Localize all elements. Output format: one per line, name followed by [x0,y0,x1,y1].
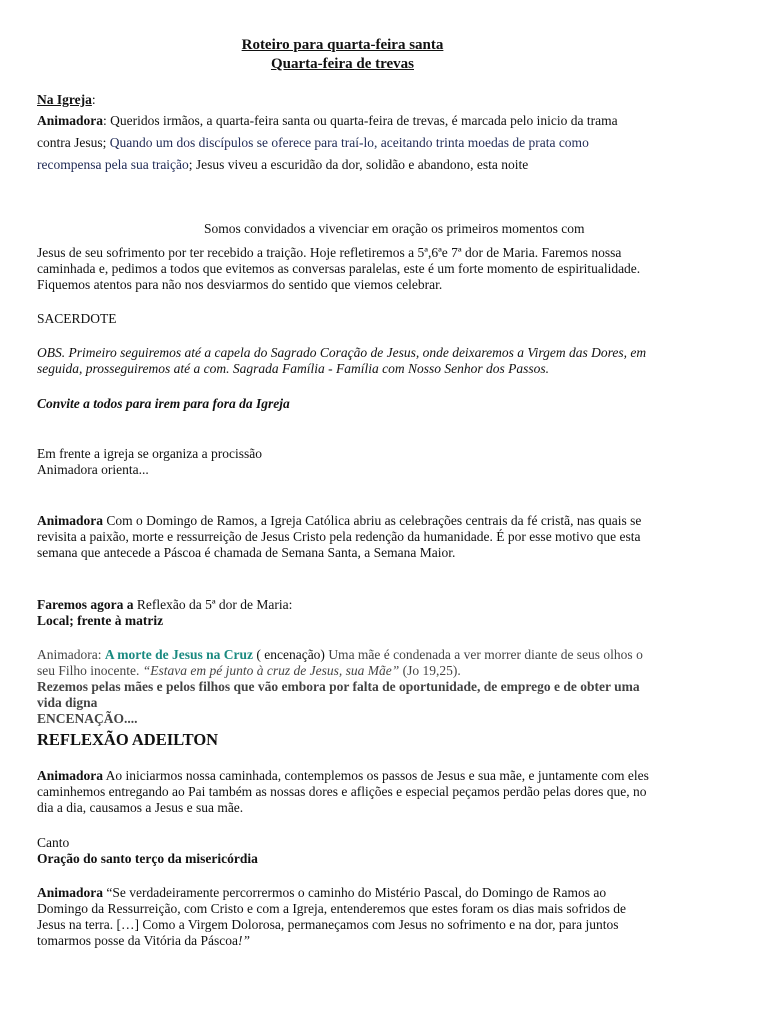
speaker-label: Animadora [37,113,104,128]
reflexao-5-line: Faremos agora a Reflexão da 5ª dor de Maria: [37,597,293,612]
sacerdote-label: SACERDOTE [37,311,117,326]
section-heading-na-igreja: Na Igreja: [37,92,96,107]
orienta-line: Animadora orienta... [37,462,149,477]
invite-paragraph: Jesus de seu sofrimento por ter recebido a traição. Hoje refletiremos a 5ª,6ªe 7ª dor de Maria. Faremos nossa caminhada e, pedimos a todos que evitemos as conversas paralelas, este é um forte momento de espiritualidade. Fiquemos atentos para não nos desviarmos do sentido que viemos celebrar. [37,245,641,292]
speaker-label: Animadora [37,885,104,900]
document-subtitle: Quarta-feira de trevas [270,56,414,72]
local-line: Local; frente à matriz [37,613,164,628]
procissao-line: Em frente a igreja se organiza a procissão [37,446,263,461]
prayer-text: Rezemos pelas mães e pelos filhos que vão embora por falta de oportunidade, de emprego e de obter uma vida digna [37,679,640,710]
ramos-paragraph: Animadora Com o Domingo de Ramos, a Igreja Católica abriu as celebrações centrais da fé cristã, nas quais se revisita a paixão, morte e ressurreição de Jesus Cristo pela redenção da humanidade. É por esse motivo que esta semana que antecede a Páscoa é chamada de Semana Santa, a Semana Maior. [37,513,642,560]
document-title: Roteiro para quarta-feira santa [241,37,444,53]
speaker-label: Animadora [37,513,104,528]
cruz-title: A morte de Jesus na Cruz [104,647,253,662]
reflexao-adeilton-heading: REFLEXÃO ADEILTON [37,730,219,749]
speaker-label: Animadora [37,768,104,783]
heading-text: Na Igreja [37,92,92,107]
oracao-line: Oração do santo terço da misericórdia [37,851,258,866]
encenacao-label: ENCENAÇÃO.... [37,711,138,726]
cruz-paragraph: Animadora: A morte de Jesus na Cruz ( encenação) Uma mãe é condenada a ver morrer diante de seus olhos o seu Filho inocente. “Estava em pé junto à cruz de Jesus, sua Mãe” (Jo 19,25). Rezemos pelas mães e pelos filhos que vão embora por falta de oportunidade, de emprego e de obter uma vida digna ENCENAÇÃO.... [37,647,643,726]
canto-label: Canto [37,835,70,850]
convite-line: Convite a todos para irem para fora da Igreja [37,396,290,411]
john-quote: “Estava em pé junto à cruz de Jesus, sua Mãe” [142,663,400,678]
passos-paragraph: Animadora Ao iniciarmos nossa caminhada, contemplemos os passos de Jesus e sua mãe, e juntamente com eles caminhemos entregando ao Pai também as nossas dores e aflições e especial peçamos perdão pelas dores que, no dia a dia, causamos a Jesus e sua mãe. [37,768,649,815]
intro-paragraph: Animadora: Queridos irmãos, a quarta-feira santa ou quarta-feira de trevas, é marcada pelo inicio da trama contra Jesus; Quando um dos discípulos se oferece para traí-lo, aceitando trinta moedas de prata como recompensa pela sua traição; Jesus viveu a escuridão da dor, solidão e abandono, esta noite [37,113,618,172]
invite-first-line: Somos convidados a vivenciar em oração os primeiros momentos com [204,221,585,236]
betrayal-text: Quando um dos discípulos se oferece para traí-lo, aceitando trinta moedas de prata como recompensa pela sua traição [37,135,589,172]
obs-note: OBS. Primeiro seguiremos até a capela do Sagrado Coração de Jesus, onde deixaremos a Virgem das Dores, em seguida, prosseguiremos até a com. Sagrada Família - Família com Nosso Senhor dos Passos. [37,345,647,376]
final-paragraph: Animadora “Se verdadeiramente percorrermos o caminho do Mistério Pascal, do Domingo de Ramos ao Domingo da Ressurreição, com Cristo e com a Igreja, entenderemos que estes foram os dias mais sofridos de Jesus na terra. […] Como a Virgem Dolorosa, permaneçamos com Jesus no sofrimento e na dor, para juntos tomarmos posse da Vitória da Páscoa!” [37,885,626,948]
